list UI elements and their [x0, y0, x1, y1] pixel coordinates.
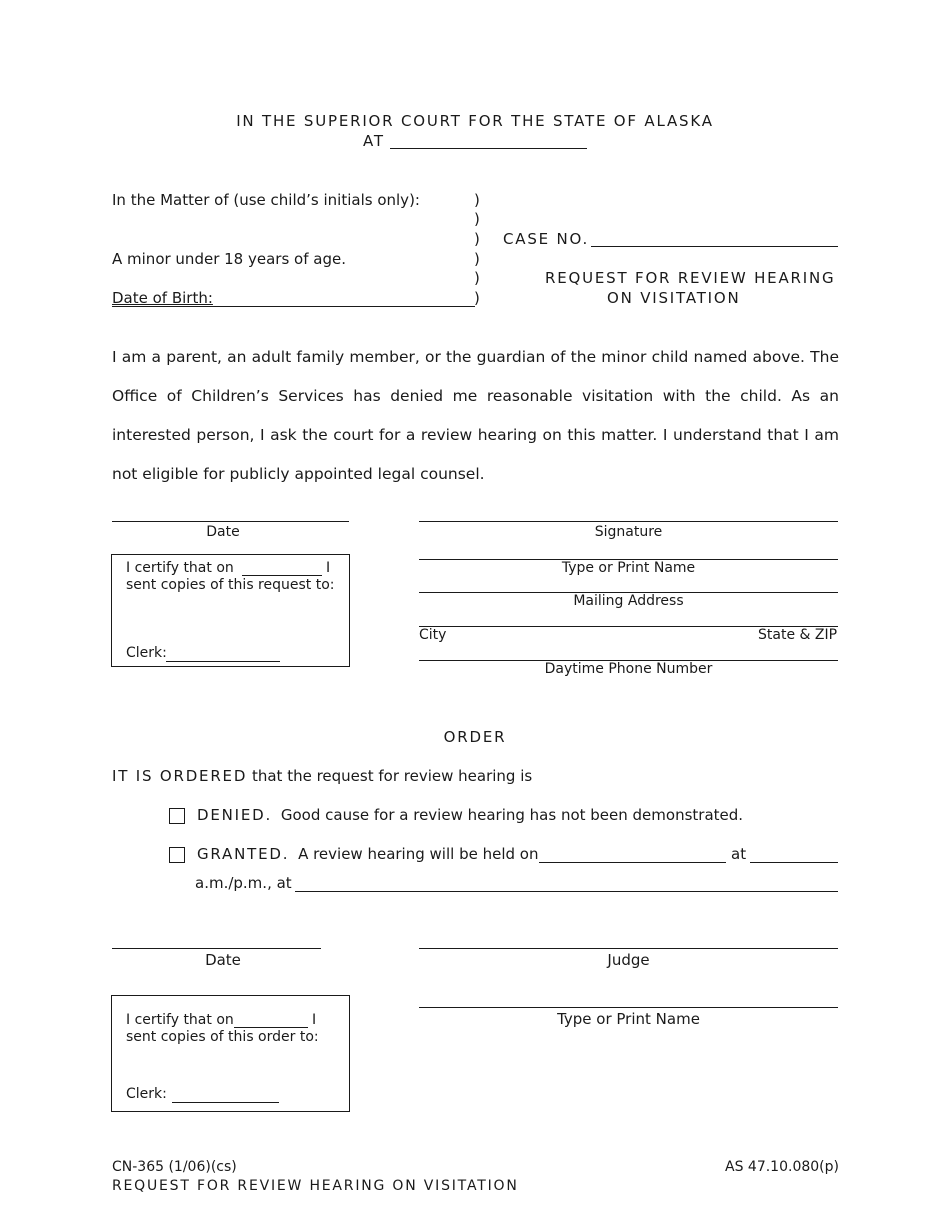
- order-heading: ORDER: [443, 728, 507, 746]
- certify-order-clerk-label: Clerk:: [126, 1086, 167, 1102]
- document-title-line2: ON VISITATION: [607, 289, 741, 307]
- order-intro-rest: that the request for review hearing is: [251, 767, 533, 785]
- caption-paren: ): [474, 210, 480, 228]
- denied-text: Good cause for a review hearing has not been demonstrated.: [280, 806, 744, 824]
- hearing-time-field[interactable]: [750, 862, 838, 863]
- order-intro: [112, 767, 532, 785]
- minor-label: A minor under 18 years of age.: [112, 250, 346, 268]
- certify-order-box: [111, 995, 350, 1112]
- certify-request-box: [111, 554, 350, 667]
- order-date-field[interactable]: [112, 948, 321, 949]
- denied-label: DENIED.: [197, 806, 273, 824]
- judge-print-name-field[interactable]: [419, 1007, 838, 1008]
- court-location-label: AT: [363, 132, 385, 150]
- signature-field[interactable]: [419, 521, 838, 522]
- judge-print-name-label: Type or Print Name: [557, 1010, 700, 1028]
- denied-checkbox[interactable]: [169, 808, 185, 824]
- ampm-label: a.m./p.m., at: [195, 874, 292, 892]
- order-date-label: Date: [205, 951, 241, 969]
- certify-request-clerk-field[interactable]: [166, 661, 280, 662]
- order-intro-ordered: IT IS ORDERED: [112, 767, 248, 785]
- request-date-field[interactable]: [112, 521, 349, 522]
- granted-checkbox[interactable]: [169, 847, 185, 863]
- judge-label: Judge: [607, 951, 650, 969]
- certify-request-date-field[interactable]: [242, 575, 322, 576]
- document-title-line1: REQUEST FOR REVIEW HEARING: [545, 269, 836, 287]
- matter-label: In the Matter of (use child’s initials only):: [112, 191, 420, 209]
- caption-paren: ): [474, 230, 480, 248]
- hearing-at-label: at: [731, 845, 747, 863]
- request-statement: I am a parent, an adult family member, or the guardian of the minor child named above. The Office of Children’s Services has denied me reasonable visitation with the child. As an interested person, I ask the court for a review hearing on this matter. I understand that I am not eligible for publicly appointed legal counsel.: [112, 348, 839, 483]
- signature-label: Signature: [594, 524, 663, 540]
- city-label: City: [419, 627, 447, 643]
- court-title: IN THE SUPERIOR COURT FOR THE STATE OF ALASKA: [236, 112, 714, 130]
- caption-paren: ): [474, 269, 480, 287]
- certify-order-date-field[interactable]: [234, 1027, 308, 1028]
- dob-label: Date of Birth:: [112, 289, 213, 307]
- granted-text: A review hearing will be held on: [298, 845, 539, 863]
- request-date-label: Date: [206, 524, 240, 540]
- print-name-label: Type or Print Name: [561, 560, 696, 576]
- case-no-label: CASE NO.: [503, 230, 590, 248]
- certify-request-line1: I certify that on: [126, 560, 234, 576]
- form-footer-title: REQUEST FOR REVIEW HEARING ON VISITATION: [112, 1178, 519, 1194]
- hearing-date-field[interactable]: [539, 862, 726, 863]
- certify-request-line2: sent copies of this request to:: [126, 577, 335, 593]
- form-code: CN-365 (1/06)(cs): [112, 1159, 237, 1175]
- state-zip-label: State & ZIP: [758, 627, 838, 643]
- denied-option: [197, 806, 743, 824]
- case-no-field[interactable]: [591, 246, 838, 247]
- caption-paren: ): [474, 191, 480, 209]
- certify-request-clerk-label: Clerk:: [126, 645, 167, 661]
- hearing-location-field[interactable]: [295, 891, 838, 892]
- statute-reference: AS 47.10.080(p): [725, 1159, 839, 1175]
- mailing-address-label: Mailing Address: [573, 593, 684, 609]
- dob-field[interactable]: [112, 306, 475, 307]
- certify-order-clerk-field[interactable]: [172, 1102, 279, 1103]
- granted-option: [197, 845, 538, 863]
- certify-order-i: I: [312, 1012, 317, 1028]
- caption-paren: ): [474, 289, 480, 307]
- phone-label: Daytime Phone Number: [544, 661, 713, 677]
- judge-signature-field[interactable]: [419, 948, 838, 949]
- court-location-field[interactable]: [390, 148, 587, 149]
- certify-order-line2: sent copies of this order to:: [126, 1029, 319, 1045]
- caption-paren: ): [474, 250, 480, 268]
- granted-label: GRANTED.: [197, 845, 290, 863]
- certify-order-line1: I certify that on: [126, 1012, 234, 1028]
- certify-request-i: I: [326, 560, 331, 576]
